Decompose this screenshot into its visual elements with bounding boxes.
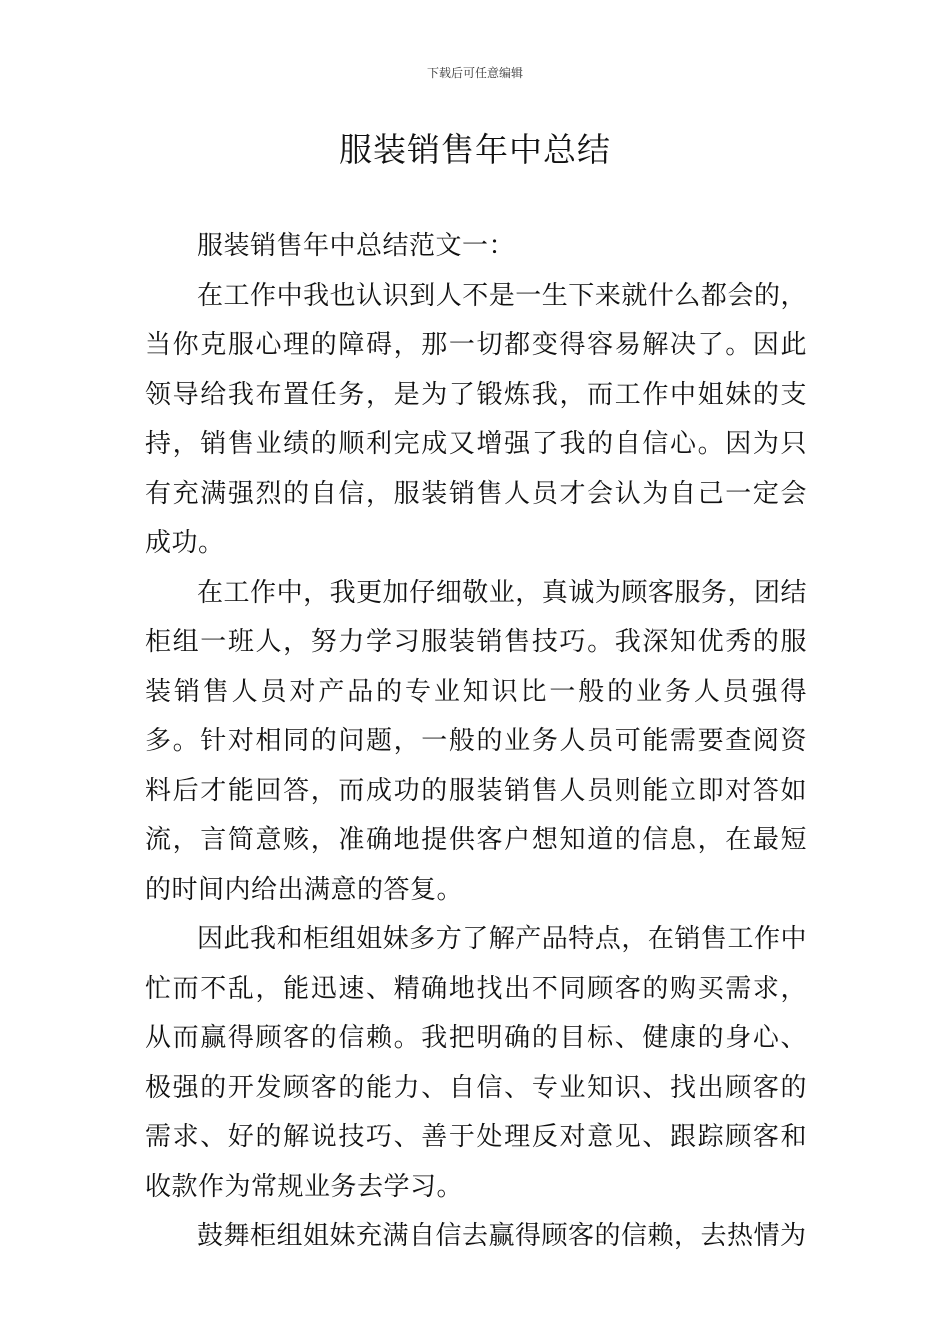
page-header-note: 下载后可任意编辑 bbox=[426, 66, 523, 80]
document-title: 服装销售年中总结 bbox=[339, 130, 611, 169]
paragraph: 因此我和柜组姐妹多方了解产品特点，在销售工作中忙而不乱，能迅速、精确地找出不同顾客的购买需求，从而赢得顾客的信赖。我把明确的目标、健康的身心、极强的开发顾客的能力、自信、专业知识、找出顾客的需求、好的解说技巧、善于处理反对意见、跟踪顾客和收款作为常规业务去学习。 bbox=[145, 924, 807, 1202]
paragraph: 鼓舞柜组姐妹充满自信去赢得顾客的信赖，去热情为 bbox=[197, 1221, 807, 1251]
paragraph-intro: 服装销售年中总结范文一： bbox=[197, 231, 516, 261]
paragraph: 在工作中我也认识到人不是一生下来就什么都会的，当你克服心理的障碍，那一切都变得容易解决了。因此领导给我布置任务，是为了锻炼我，而工作中姐妹的支持，销售业绩的顺利完成又增强了我的自信心。因为只有充满强烈的自信，服装销售人员才会认为自己一定会成功。 bbox=[145, 280, 807, 558]
paragraph: 在工作中，我更加仔细敬业，真诚为顾客服务，团结柜组一班人，努力学习服装销售技巧。我深知优秀的服装销售人员对产品的专业知识比一般的业务人员强得多。针对相同的问题，一般的业务人员可能需要查阅资料后才能回答，而成功的服装销售人员则能立即对答如流，言简意赅，准确地提供客户想知道的信息，在最短的时间内给出满意的答复。 bbox=[145, 577, 807, 905]
document-body bbox=[145, 222, 807, 1262]
